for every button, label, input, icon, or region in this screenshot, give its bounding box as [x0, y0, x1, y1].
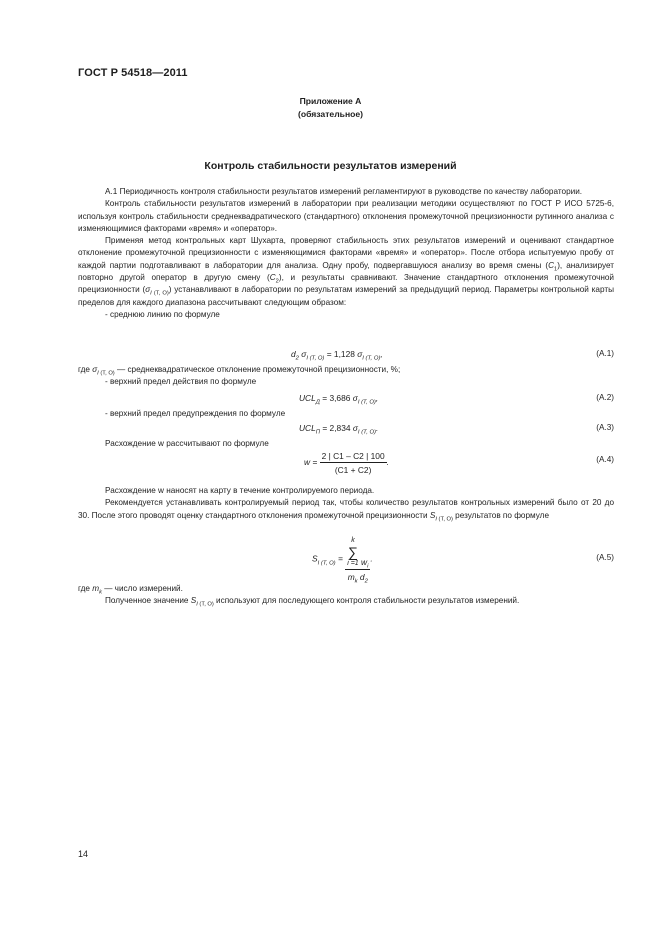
sum-symbol: k ∑ i =1 — [347, 537, 359, 567]
appendix-status: (обязательное) — [297, 109, 364, 119]
paragraph-w-chart: Расхождение w наносят на карту в течение контролируемого периода. — [105, 486, 375, 495]
where-sigma: где $\sigma_{I (Т, О)}$ — среднеквадратическое отклонение промежуточной прецизионности, %; — [78, 365, 401, 377]
where-mk: где $m_k$ — число измерений. — [78, 584, 183, 596]
formula-a5-fraction: k ∑ i =1 $w_i$ $m_k$ $d_2$ — [347, 537, 369, 585]
list-item-warning-limit: - верхний предел предупреждения по формуле — [105, 409, 286, 418]
body-text-block-1 — [78, 186, 614, 321]
list-item-action-limit: - верхний предел действия по формуле — [105, 377, 257, 387]
appendix-label: Приложение А — [299, 96, 362, 106]
formula-a5: $S_{I (Т, О)}$ = k ∑ i =1 $w_i$ $m_k$ $d_2$ . — [312, 537, 373, 585]
standard-header: ГОСТ Р 54518—2011 — [78, 67, 188, 79]
formula-a1-number: (А.1) — [596, 349, 614, 358]
formula-a1: $d_2$ $\sigma_{I (Т, О)} = 1,128$ $\sigma_{I (Т, О)}$, — [291, 349, 383, 362]
list-item-central-line: - среднюю линию по формуле — [105, 309, 220, 319]
formula-a2-number: (А.2) — [596, 393, 614, 402]
body-text-block-5 — [78, 485, 614, 522]
formula-a4-fraction: $\frac{2 | C1 - C2 | 100}{(C1 + C2)}$ — [321, 451, 385, 475]
formula-a4-number: (А.4) — [596, 455, 614, 464]
page-number: 14 — [78, 849, 89, 859]
body-text-block-4 — [78, 438, 614, 450]
paragraph-method: Контроль стабильности результатов измерений в лаборатории при реализации методики осуществляют по ГОСТ Р ИСО 5725-6, используя контроль стабильности среднеквадратического (стандартного) отклонения промежуточной прецизионности рутинного анализа с изменяющимися факторами «время» и «оператор». — [78, 199, 614, 233]
formula-a4: w = $\frac{2 | C1 - C2 | 100}{(C1 + C2)}$ . — [304, 451, 389, 475]
formula-a3: $UCL_П = 2,834$ $\sigma_{I (Т, О)}$. — [299, 423, 379, 436]
body-text-block-6 — [78, 583, 614, 608]
paragraph-period: Рекомендуется устанавливать контролируемый период так, чтобы количество результатов контрольных измерений было от 20 до 30. После этого проводят оценку стандартного отклонения промежуточной прецизионности $S_{I (Т, О)}$ результатов по формуле — [78, 498, 614, 523]
formula-a3-number: (А.3) — [596, 423, 614, 432]
paragraph-shewhart: Применяя метод контрольных карт Шухарта, проверяют стабильность этих результатов измерений и оценивают стандартное отклонение промежуточной прецизионности с изменяющимися факторами «время» и «оператор». После отбора испытуемую пробу от каждой партии подготавливают в лаборатории для анализа. Одну пробу, подвергавшуюся анализу во время смены $(C_1)$, анализирует повторно другой оператор в другую смену $(C_2)$, и результаты сравнивают. Значение стандартного отклонения промежуточной прецизионности $(\sigma_{I (Т, О)})$ устанавливают в лаборатории по результатам измерений за предыдущий период. Параметры контрольной карты пределов для каждого диапазона рассчитывают следующим образом: — [78, 236, 615, 307]
paragraph-w: Расхождение w рассчитывают по формуле — [105, 439, 269, 448]
paragraph-a1: А.1 Периодичность контроля стабильности результатов измерений регламентируют в руководстве по качеству лаборатории. — [105, 187, 583, 196]
body-text-block-3 — [78, 408, 614, 420]
formula-a5-number: (А.5) — [596, 553, 614, 562]
paragraph-final: Полученное значение $S_{I (Т, О)}$ используют для последующего контроля стабильности результатов измерений. — [105, 596, 520, 608]
formula-a2: $UCL_Д = 3,686$ $\sigma_{I (Т, О)}$, — [299, 393, 379, 406]
body-text-block-2 — [78, 364, 614, 389]
section-title: Контроль стабильности результатов измерений — [204, 160, 457, 172]
